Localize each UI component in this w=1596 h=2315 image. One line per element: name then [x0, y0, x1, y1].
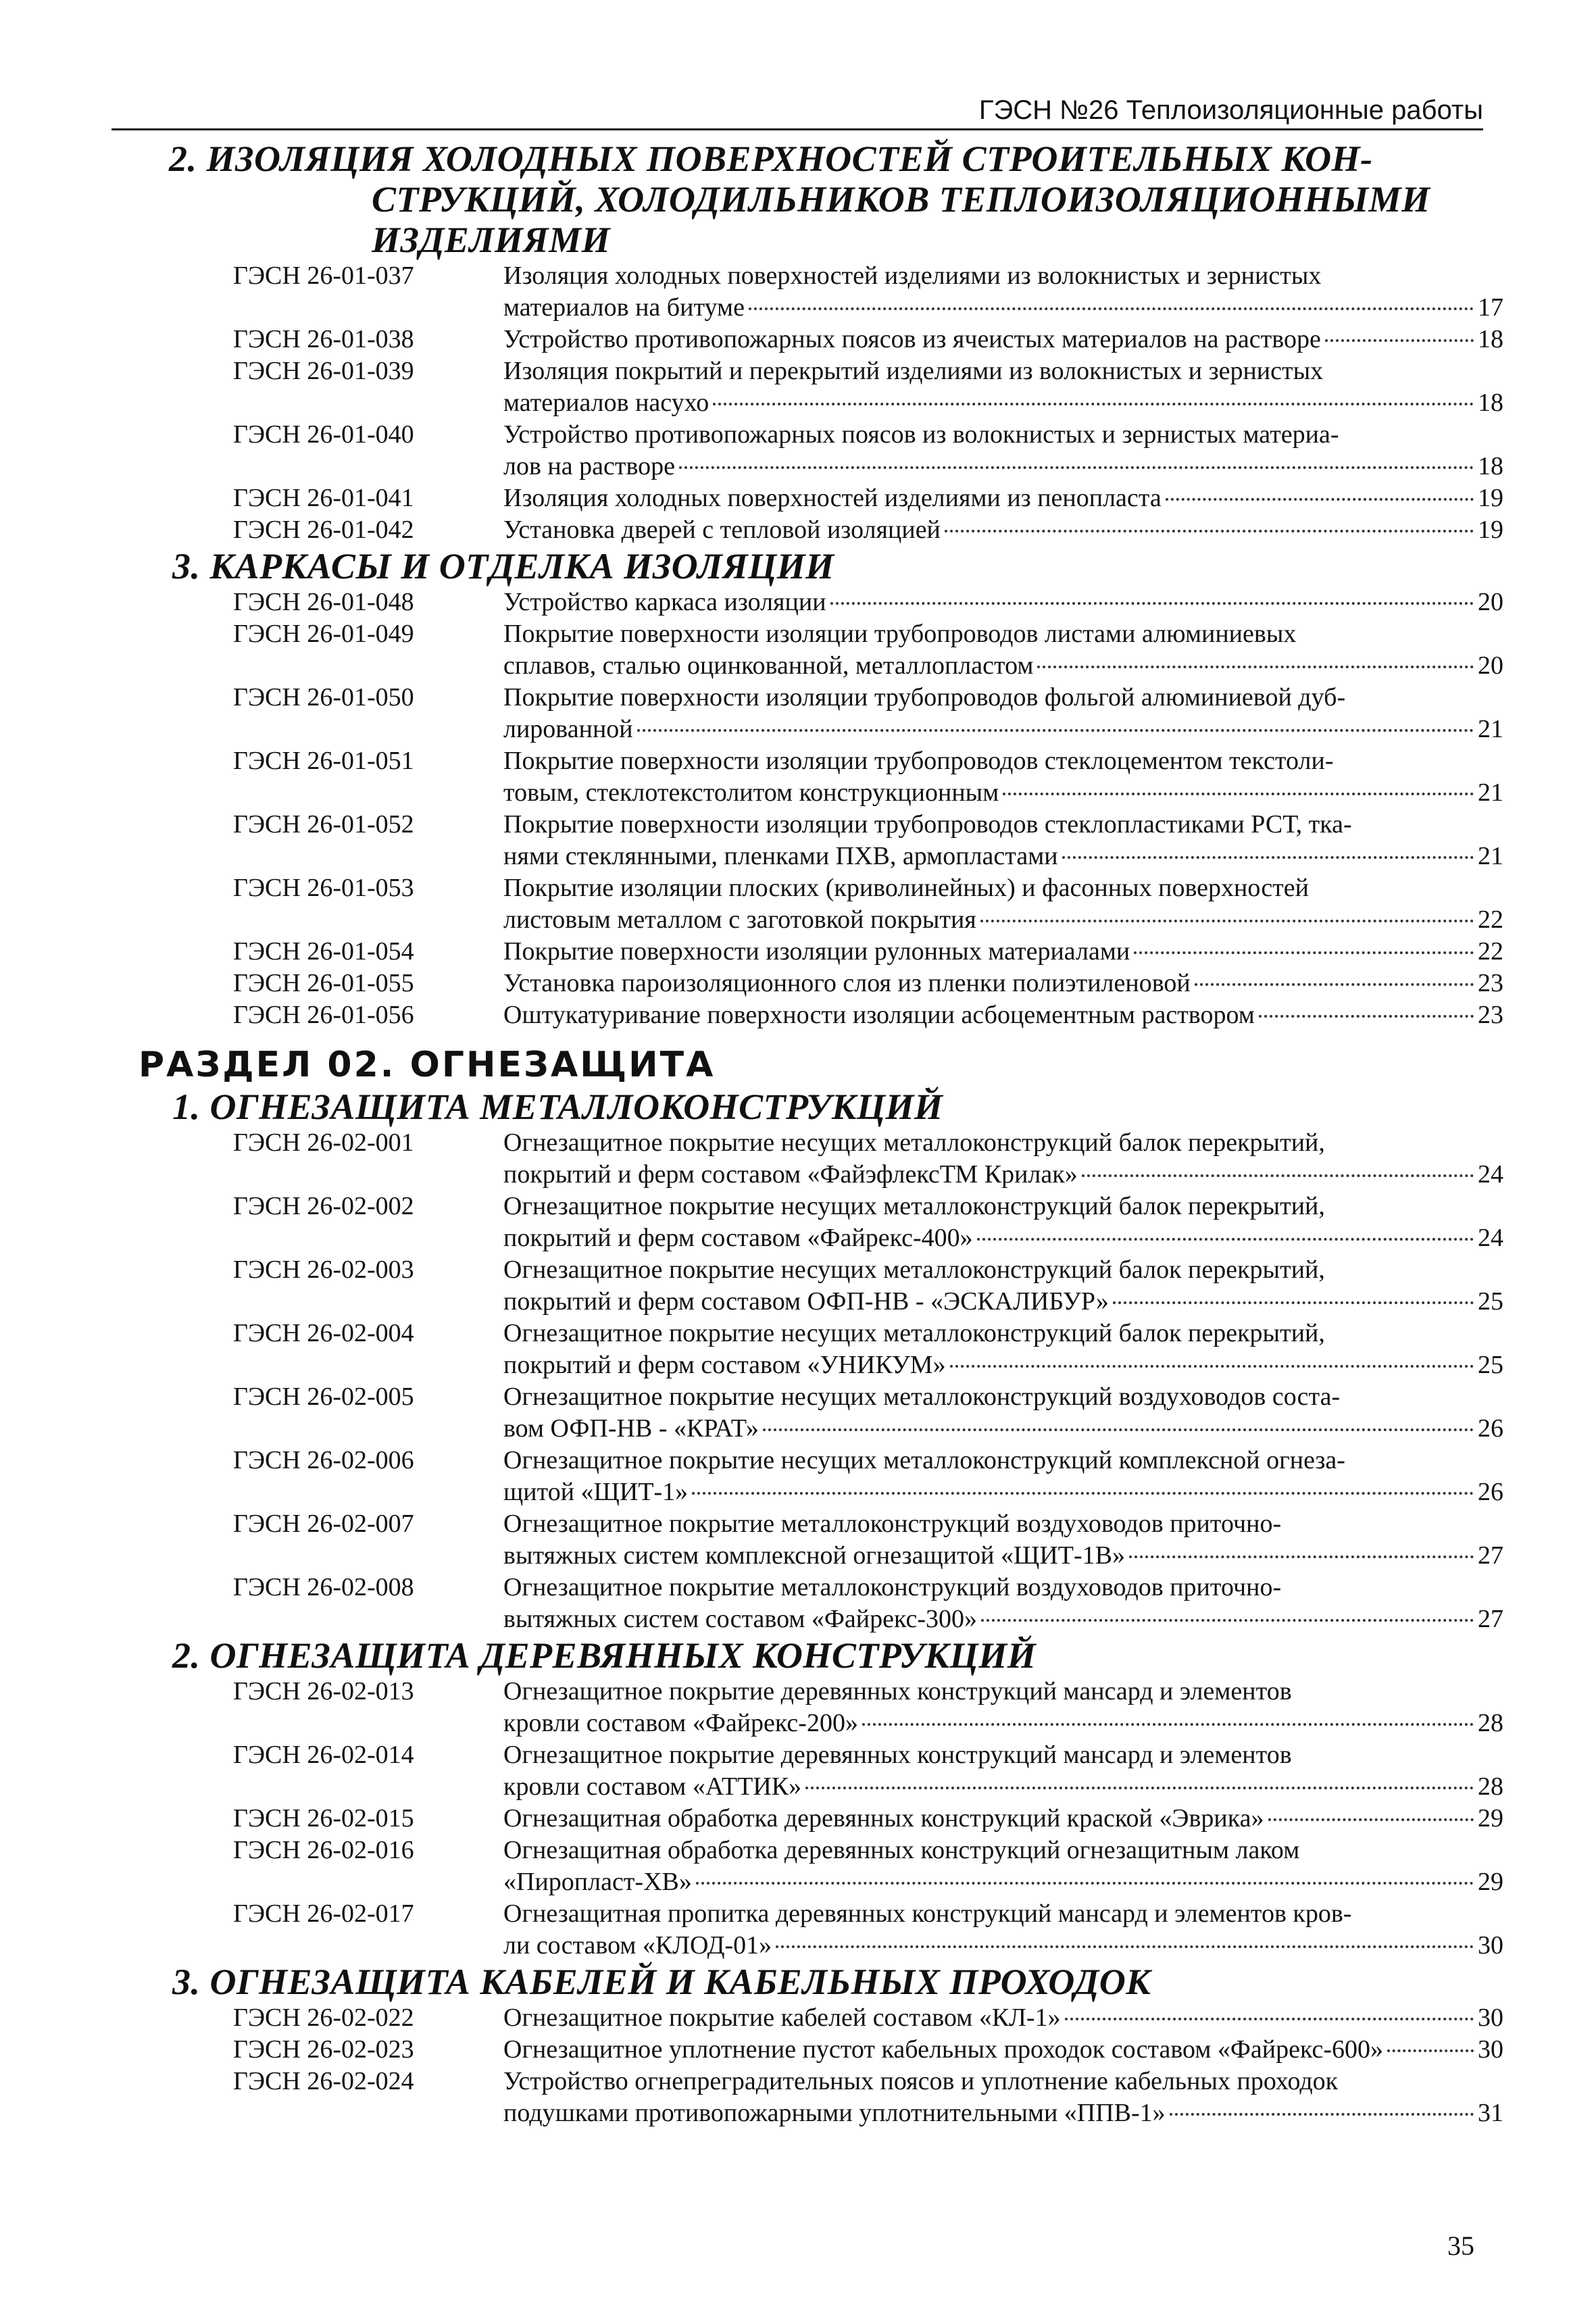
- dot-leader: [1129, 1555, 1474, 1558]
- dot-leader: [1113, 1301, 1474, 1304]
- toc-entry: [0, 1835, 1596, 1898]
- entry-description-last-line: [503, 1930, 1503, 1962]
- toc-entry: [0, 419, 1596, 482]
- toc-entry: [0, 1127, 1596, 1191]
- entry-description-last-line: [503, 1803, 1503, 1835]
- entry-description: [503, 809, 1503, 872]
- entry-description: [503, 682, 1503, 745]
- entry-description-text: кровли составом «Файрекс-200»: [503, 1709, 858, 1737]
- entry-page-number: 26: [1478, 1478, 1503, 1506]
- entry-code: ГЭСН 26-02-004: [233, 1319, 414, 1347]
- toc-entry: [0, 1898, 1596, 1962]
- entry-page-number: 25: [1478, 1287, 1503, 1316]
- entry-code: ГЭСН 26-01-052: [233, 810, 414, 839]
- entry-description-line: Покрытие поверхности изоляции трубопроводов стеклоцементом текстоли-: [503, 747, 1334, 775]
- entry-description-last-line: [503, 514, 1503, 546]
- entry-code: ГЭСН 26-01-041: [233, 484, 414, 512]
- entry-description: [503, 1508, 1503, 1572]
- entry-description-last-line: [503, 2034, 1503, 2066]
- dot-leader: [1268, 1818, 1474, 1821]
- entry-page-number: 30: [1478, 2035, 1503, 2064]
- toc-entry: [0, 936, 1596, 968]
- entry-description-line: Огнезащитное покрытие металлоконструкций воздуховодов приточно-: [503, 1573, 1282, 1601]
- entry-description: [503, 482, 1503, 514]
- dot-leader: [1170, 2113, 1474, 2116]
- entry-page-number: 22: [1478, 905, 1503, 934]
- entry-page-number: 22: [1478, 937, 1503, 966]
- entry-code: ГЭСН 26-01-040: [233, 420, 414, 449]
- entry-description-last-line: [503, 777, 1503, 809]
- toc-entry: [0, 1445, 1596, 1508]
- entry-page-number: 27: [1478, 1605, 1503, 1633]
- entry-description-text: Покрытие поверхности изоляции рулонных материалами: [503, 937, 1130, 966]
- entry-description-text: покрытий и ферм составом ОФП-НВ - «ЭСКАЛИБУР»: [503, 1287, 1109, 1316]
- entry-description-last-line: [503, 968, 1503, 999]
- entry-description: [503, 419, 1503, 482]
- entry-description-line: Изоляция холодных поверхностей изделиями из волокнистых и зернистых: [503, 262, 1322, 290]
- entry-page-number: 21: [1478, 715, 1503, 743]
- dot-leader: [1037, 666, 1474, 668]
- entry-description-text: Установка пароизоляционного слоя из пленки полиэтиленовой: [503, 969, 1191, 997]
- entry-description-last-line: [503, 1413, 1503, 1445]
- entry-description-last-line: [503, 451, 1503, 482]
- running-header: [111, 88, 1483, 130]
- entry-description-text: покрытий и ферм составом «УНИКУМ»: [503, 1351, 946, 1379]
- entry-description-text: Изоляция холодных поверхностей изделиями из пенопласта: [503, 484, 1162, 512]
- dot-leader: [1325, 339, 1474, 342]
- entry-description: [503, 1254, 1503, 1318]
- toc-entry: [0, 2066, 1596, 2129]
- entry-description-last-line: [503, 1603, 1503, 1635]
- entry-description-line: Устройство огнепреградительных поясов и уплотнение кабельных проходок: [503, 2067, 1339, 2095]
- toc-entry: [0, 2002, 1596, 2034]
- toc-entry: [0, 260, 1596, 324]
- dot-leader: [1082, 1174, 1474, 1177]
- toc-entry: [0, 745, 1596, 809]
- dot-leader: [692, 1492, 1474, 1495]
- entry-description-line: Изоляция покрытий и перекрытий изделиями из волокнистых и зернистых: [503, 357, 1324, 385]
- entry-description-last-line: [503, 714, 1503, 745]
- entry-code: ГЭСН 26-02-008: [233, 1573, 414, 1601]
- entry-description: [503, 1739, 1503, 1803]
- entry-description: [503, 1898, 1503, 1962]
- page-number: 35: [1447, 2231, 1474, 2261]
- section-title-line: 1. ОГНЕЗАЩИТА МЕТАЛЛОКОНСТРУКЦИЙ: [172, 1087, 943, 1127]
- dot-leader: [1065, 2018, 1474, 2020]
- toc-entry: [0, 1508, 1596, 1572]
- toc-entry: [0, 324, 1596, 355]
- entry-description-last-line: [503, 1349, 1503, 1381]
- entry-page-number: 27: [1478, 1541, 1503, 1570]
- entry-description-last-line: [503, 482, 1503, 514]
- entry-description-line: Огнезащитное покрытие несущих металлоконструкций комплексной огнеза-: [503, 1446, 1345, 1474]
- toc-entry-list: [0, 1127, 1596, 1635]
- entry-description-last-line: [503, 904, 1503, 936]
- dot-leader: [945, 530, 1474, 532]
- entry-page-number: 17: [1478, 293, 1503, 322]
- entry-description-text: Устройство каркаса изоляции: [503, 588, 826, 616]
- entry-description: [503, 968, 1503, 999]
- dot-leader: [1387, 2049, 1474, 2052]
- entry-code: ГЭСН 26-02-014: [233, 1741, 414, 1769]
- entry-page-number: 26: [1478, 1414, 1503, 1443]
- toc-entry-list: [0, 1676, 1596, 1962]
- entry-description-text: материалов насухо: [503, 389, 709, 417]
- entry-description-text: нями стеклянными, пленками ПХВ, армопластами: [503, 842, 1058, 870]
- entry-code: ГЭСН 26-01-049: [233, 620, 414, 648]
- entry-description-text: Устройство противопожарных поясов из ячеистых материалов на растворе: [503, 325, 1321, 353]
- entry-description-text: Установка дверей с тепловой изоляцией: [503, 516, 941, 544]
- entry-description-text: «Пиропласт-ХВ»: [503, 1868, 692, 1896]
- section-title: [0, 1635, 1596, 1676]
- entry-description-line: Огнезащитное покрытие несущих металлоконструкций балок перекрытий,: [503, 1192, 1325, 1220]
- toc-entry: [0, 587, 1596, 618]
- part-title: РАЗДЕЛ 02. ОГНЕЗАЩИТА: [139, 1045, 716, 1085]
- dot-leader: [679, 466, 1474, 469]
- toc-entry: [0, 618, 1596, 682]
- entry-description: [503, 1191, 1503, 1254]
- entry-description-last-line: [503, 1540, 1503, 1572]
- dot-leader: [980, 920, 1474, 922]
- entry-description-text: материалов на битуме: [503, 293, 745, 322]
- entry-code: ГЭСН 26-02-015: [233, 1804, 414, 1833]
- entry-description-text: вом ОФП-НВ - «КРАТ»: [503, 1414, 759, 1443]
- dot-leader: [637, 729, 1474, 732]
- section-title: [0, 1962, 1596, 2002]
- toc-entry: [0, 682, 1596, 745]
- toc-entry: [0, 1191, 1596, 1254]
- entry-code: ГЭСН 26-02-016: [233, 1836, 414, 1864]
- entry-code: ГЭСН 26-02-023: [233, 2035, 414, 2064]
- entry-description-line: Покрытие поверхности изоляции трубопроводов фольгой алюминиевой дуб-: [503, 683, 1346, 712]
- entry-code: ГЭСН 26-02-022: [233, 2003, 414, 2032]
- entry-description-line: Огнезащитное покрытие несущих металлоконструкций балок перекрытий,: [503, 1319, 1325, 1347]
- entry-description-line: Покрытие изоляции плоских (криволинейных) и фасонных поверхностей: [503, 874, 1309, 902]
- dot-leader: [1195, 983, 1474, 986]
- entry-code: ГЭСН 26-01-037: [233, 262, 414, 290]
- entry-description-last-line: [503, 841, 1503, 872]
- entry-page-number: 18: [1478, 325, 1503, 353]
- entry-description-text: покрытий и ферм составом «Файрекс-400»: [503, 1224, 973, 1252]
- entry-page-number: 19: [1478, 484, 1503, 512]
- toc-entry-list: [0, 587, 1596, 1031]
- toc-entry: [0, 968, 1596, 999]
- toc-entry: [0, 999, 1596, 1031]
- entry-description-last-line: [503, 1159, 1503, 1191]
- entry-code: ГЭСН 26-01-055: [233, 969, 414, 997]
- entry-code: ГЭСН 26-02-005: [233, 1383, 414, 1411]
- section-title-line: 2. ИЗОЛЯЦИЯ ХОЛОДНЫХ ПОВЕРХНОСТЕЙ СТРОИТЕЛЬНЫХ КОН-: [169, 139, 1373, 179]
- entry-page-number: 24: [1478, 1224, 1503, 1252]
- entry-page-number: 29: [1478, 1868, 1503, 1896]
- entry-description: [503, 1572, 1503, 1635]
- entry-description: [503, 587, 1503, 618]
- entry-description: [503, 999, 1503, 1031]
- entry-description-text: вытяжных систем комплексной огнезащитой «ЩИТ-1В»: [503, 1541, 1125, 1570]
- entry-description: [503, 618, 1503, 682]
- entry-page-number: 18: [1478, 452, 1503, 480]
- section-title: [0, 1087, 1596, 1127]
- entry-description: [503, 260, 1503, 324]
- entry-description-last-line: [503, 324, 1503, 355]
- entry-description-line: Огнезащитное покрытие деревянных конструкций мансард и элементов: [503, 1677, 1292, 1706]
- entry-description-line: Огнезащитное покрытие деревянных конструкций мансард и элементов: [503, 1741, 1292, 1769]
- entry-description-line: Огнезащитное покрытие металлоконструкций воздуховодов приточно-: [503, 1510, 1282, 1538]
- dot-leader: [696, 1882, 1474, 1885]
- entry-description-line: Огнезащитное покрытие несущих металлоконструкций воздуховодов соста-: [503, 1383, 1341, 1411]
- entry-description-text: кровли составом «АТТИК»: [503, 1772, 802, 1801]
- entry-code: ГЭСН 26-01-054: [233, 937, 414, 966]
- dot-leader: [749, 307, 1474, 310]
- entry-page-number: 19: [1478, 516, 1503, 544]
- toc-entry-list: [0, 260, 1596, 546]
- entry-description-text: сплавов, сталью оцинкованной, металлопластом: [503, 651, 1034, 680]
- entry-code: ГЭСН 26-02-001: [233, 1128, 414, 1157]
- entry-description-last-line: [503, 936, 1503, 968]
- entry-description-text: Огнезащитное уплотнение пустот кабельных проходок составом «Файрекс-600»: [503, 2035, 1384, 2064]
- entry-description-text: Огнезащитное покрытие кабелей составом «КЛ-1»: [503, 2003, 1061, 2032]
- entry-description-text: покрытий и ферм составом «ФайэфлексТМ Крилак»: [503, 1160, 1078, 1189]
- toc-entry: [0, 2034, 1596, 2066]
- entry-page-number: 24: [1478, 1160, 1503, 1189]
- entry-page-number: 31: [1478, 2099, 1503, 2127]
- dot-leader: [713, 403, 1474, 405]
- entry-description: [503, 324, 1503, 355]
- entry-description: [503, 1803, 1503, 1835]
- entry-page-number: 20: [1478, 588, 1503, 616]
- entry-description: [503, 1318, 1503, 1381]
- toc-entry-list: [0, 2002, 1596, 2129]
- entry-description-text: вытяжных систем составом «Файрекс-300»: [503, 1605, 978, 1633]
- entry-description-last-line: [503, 1708, 1503, 1739]
- entry-description-last-line: [503, 2097, 1503, 2129]
- toc-entry: [0, 872, 1596, 936]
- entry-description: [503, 936, 1503, 968]
- entry-code: ГЭСН 26-01-038: [233, 325, 414, 353]
- section-title: [0, 546, 1596, 587]
- entry-description-text: щитой «ЩИТ-1»: [503, 1478, 689, 1506]
- toc-entry: [0, 514, 1596, 546]
- dot-leader: [1003, 793, 1474, 795]
- entry-code: ГЭСН 26-02-013: [233, 1677, 414, 1706]
- toc-entry: [0, 1739, 1596, 1803]
- entry-code: ГЭСН 26-02-024: [233, 2067, 414, 2095]
- entry-description-text: ли составом «КЛОД-01»: [503, 1931, 772, 1960]
- dot-leader: [763, 1428, 1474, 1431]
- entry-code: ГЭСН 26-01-048: [233, 588, 414, 616]
- entry-description: [503, 1127, 1503, 1191]
- dot-leader: [862, 1723, 1474, 1726]
- toc-entry: [0, 1254, 1596, 1318]
- entry-code: ГЭСН 26-01-042: [233, 516, 414, 544]
- entry-description: [503, 1381, 1503, 1445]
- entry-page-number: 28: [1478, 1709, 1503, 1737]
- dot-leader: [830, 602, 1474, 605]
- entry-description: [503, 872, 1503, 936]
- entry-description-last-line: [503, 1222, 1503, 1254]
- entry-code: ГЭСН 26-01-053: [233, 874, 414, 902]
- entry-code: ГЭСН 26-02-002: [233, 1192, 414, 1220]
- entry-description-last-line: [503, 1866, 1503, 1898]
- section-title-line: ИЗДЕЛИЯМИ: [372, 220, 611, 260]
- entry-description-line: Огнезащитная обработка деревянных конструкций огнезащитным лаком: [503, 1836, 1300, 1864]
- entry-description-line: Огнезащитная пропитка деревянных конструкций мансард и элементов кров-: [503, 1899, 1352, 1928]
- entry-code: ГЭСН 26-02-007: [233, 1510, 414, 1538]
- entry-description: [503, 1835, 1503, 1898]
- toc-entry: [0, 1381, 1596, 1445]
- entry-description-last-line: [503, 587, 1503, 618]
- entry-code: ГЭСН 26-02-003: [233, 1255, 414, 1284]
- dot-leader: [805, 1787, 1474, 1789]
- entry-description-line: Огнезащитное покрытие несущих металлоконструкций балок перекрытий,: [503, 1128, 1325, 1157]
- entry-description-last-line: [503, 2002, 1503, 2034]
- toc-entry: [0, 1572, 1596, 1635]
- entry-description: [503, 1445, 1503, 1508]
- entry-description: [503, 514, 1503, 546]
- dot-leader: [1134, 951, 1474, 954]
- entry-page-number: 21: [1478, 778, 1503, 807]
- entry-code: ГЭСН 26-01-039: [233, 357, 414, 385]
- section-title-line: 3. ОГНЕЗАЩИТА КАБЕЛЕЙ И КАБЕЛЬНЫХ ПРОХОДОК: [172, 1962, 1151, 2002]
- entry-description: [503, 745, 1503, 809]
- entry-description: [503, 355, 1503, 419]
- entry-description-last-line: [503, 650, 1503, 682]
- dot-leader: [977, 1238, 1474, 1241]
- entry-description-line: Покрытие поверхности изоляции трубопроводов стеклопластиками РСТ, тка-: [503, 810, 1352, 839]
- entry-description-last-line: [503, 1476, 1503, 1508]
- entry-page-number: 30: [1478, 2003, 1503, 2032]
- dot-leader: [1259, 1015, 1474, 1018]
- entry-page-number: 29: [1478, 1804, 1503, 1833]
- entry-description-text: Огнезащитная обработка деревянных конструкций краской «Эврика»: [503, 1804, 1264, 1833]
- entry-code: ГЭСН 26-02-017: [233, 1899, 414, 1928]
- toc-entry: [0, 1676, 1596, 1739]
- running-header-text: ГЭСН №26 Теплоизоляционные работы: [978, 95, 1483, 125]
- entry-page-number: 21: [1478, 842, 1503, 870]
- entry-description-line: Огнезащитное покрытие несущих металлоконструкций балок перекрытий,: [503, 1255, 1325, 1284]
- entry-description: [503, 1676, 1503, 1739]
- section-title-line: СТРУКЦИЙ, ХОЛОДИЛЬНИКОВ ТЕПЛОИЗОЛЯЦИОННЫМИ: [372, 179, 1430, 220]
- entry-description-text: лированной: [503, 715, 633, 743]
- entry-code: ГЭСН 26-01-050: [233, 683, 414, 712]
- toc-entry: [0, 355, 1596, 419]
- entry-page-number: 23: [1478, 1001, 1503, 1029]
- entry-description-last-line: [503, 1286, 1503, 1318]
- entry-description-last-line: [503, 1771, 1503, 1803]
- section-title-line: 3. КАРКАСЫ И ОТДЕЛКА ИЗОЛЯЦИИ: [172, 546, 834, 587]
- entry-page-number: 20: [1478, 651, 1503, 680]
- entry-description-line: Покрытие поверхности изоляции трубопроводов листами алюминиевых: [503, 620, 1297, 648]
- entry-description-text: листовым металлом с заготовкой покрытия: [503, 905, 976, 934]
- entry-page-number: 23: [1478, 969, 1503, 997]
- entry-description-text: Оштукатуривание поверхности изоляции асбоцементным раствором: [503, 1001, 1255, 1029]
- entry-description-text: подушками противопожарными уплотнительными «ППВ-1»: [503, 2099, 1166, 2127]
- entry-description: [503, 2002, 1503, 2034]
- dot-leader: [1166, 498, 1474, 501]
- entry-code: ГЭСН 26-02-006: [233, 1446, 414, 1474]
- dot-leader: [1062, 856, 1474, 859]
- toc-entry: [0, 482, 1596, 514]
- entry-description-last-line: [503, 387, 1503, 419]
- entry-page-number: 30: [1478, 1931, 1503, 1960]
- toc-entry: [0, 1803, 1596, 1835]
- entry-code: ГЭСН 26-01-051: [233, 747, 414, 775]
- entry-code: ГЭСН 26-01-056: [233, 1001, 414, 1029]
- section-title-line: 2. ОГНЕЗАЩИТА ДЕРЕВЯННЫХ КОНСТРУКЦИЙ: [172, 1635, 1037, 1676]
- entry-description-line: Устройство противопожарных поясов из волокнистых и зернистых материа-: [503, 420, 1339, 449]
- section-title: [0, 139, 1596, 260]
- entry-description-last-line: [503, 292, 1503, 324]
- entry-description-text: лов на растворе: [503, 452, 675, 480]
- toc-content: [0, 139, 1596, 2129]
- entry-description-last-line: [503, 999, 1503, 1031]
- dot-leader: [776, 1945, 1474, 1948]
- entry-description-text: товым, стеклотекстолитом конструкционным: [503, 778, 999, 807]
- entry-description: [503, 2034, 1503, 2066]
- dot-leader: [981, 1619, 1474, 1622]
- entry-page-number: 18: [1478, 389, 1503, 417]
- entry-page-number: 28: [1478, 1772, 1503, 1801]
- dot-leader: [950, 1365, 1474, 1368]
- toc-entry: [0, 1318, 1596, 1381]
- entry-description: [503, 2066, 1503, 2129]
- entry-page-number: 25: [1478, 1351, 1503, 1379]
- toc-entry: [0, 809, 1596, 872]
